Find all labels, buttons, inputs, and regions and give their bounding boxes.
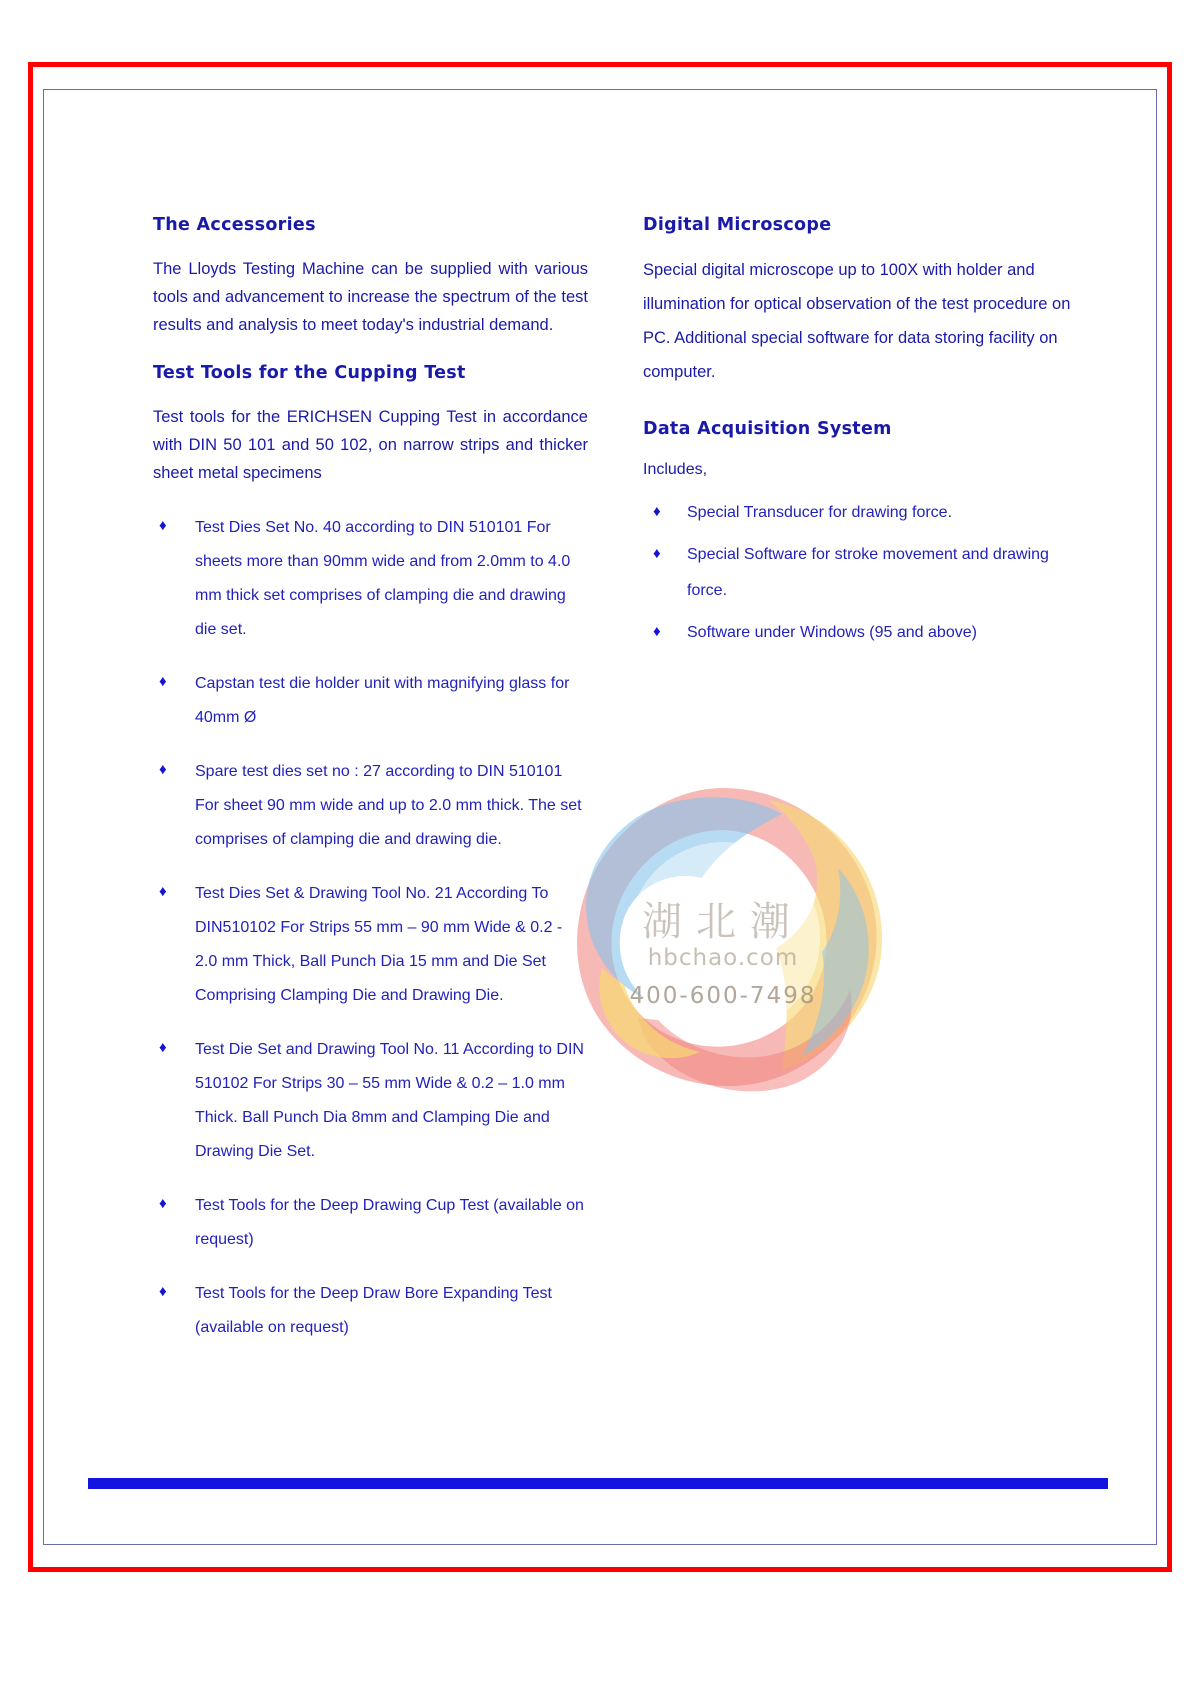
diamond-bullet-icon: ♦ (159, 1195, 167, 1212)
diamond-bullet-icon: ♦ (159, 673, 167, 690)
list-item (643, 495, 1073, 531)
list-item-label: Test Die Set and Drawing Tool No. 11 According to DIN 510102 For Strips 30 – 55 mm Wide & 0.2 – 1.0 mm Thick. Ball Punch Dia 8mm and Clamping Die and Drawing Die Set. (195, 1041, 584, 1160)
paragraph-digital-microscope: Special digital microscope up to 100X with holder and illumination for optical observation of the test procedure on PC. Additional special software for data storing facility on computer. (643, 261, 1071, 381)
list-item-label: Test Dies Set No. 40 according to DIN 510101 For sheets more than 90mm wide and from 2.0mm to 4.0 mm thick set comprises of clamping die and drawing die set. (195, 519, 571, 638)
diamond-bullet-icon: ♦ (653, 623, 661, 640)
diamond-bullet-icon: ♦ (159, 1283, 167, 1300)
page-border (28, 62, 1172, 1572)
list-item-label: Special Transducer for drawing force. (687, 504, 953, 521)
list-item-label: Special Software for stroke movement and drawing force. (687, 546, 1049, 599)
watermark-phone-text: 400-600-7498 (629, 983, 817, 1009)
list-item (153, 1189, 588, 1257)
list-item (153, 1277, 588, 1345)
list-item (153, 755, 588, 857)
list-item-label: Test Dies Set & Drawing Tool No. 21 According To DIN510102 For Strips 55 mm – 90 mm Wide & 0.2 - 2.0 mm Thick, Ball Punch Dia 15 mm and Die Set Comprising Clamping Die and Drawing Die. (195, 885, 563, 1004)
watermark (538, 770, 908, 1100)
diamond-bullet-icon: ♦ (653, 503, 661, 520)
data-acquisition-bullet-list (643, 495, 1073, 651)
section-title-cupping-test: Test Tools for the Cupping Test (153, 363, 466, 383)
watermark-domain-text: hbchao.com (647, 945, 799, 971)
section-title-data-acquisition: Data Acquisition System (643, 419, 892, 439)
list-item-label: Test Tools for the Deep Drawing Cup Test (available on request) (195, 1197, 584, 1248)
diamond-bullet-icon: ♦ (159, 1039, 167, 1056)
paragraph-includes: Includes, (643, 461, 708, 478)
list-item (153, 511, 588, 647)
diamond-bullet-icon: ♦ (159, 517, 167, 534)
cupping-test-bullet-list (153, 511, 588, 1345)
paragraph-cupping-test: Test tools for the ERICHSEN Cupping Test in accordance with DIN 50 101 and 50 102, on narrow strips and thicker sheet metal specimens (153, 408, 588, 482)
list-item (643, 615, 1073, 651)
watermark-chinese-text: 湖北潮 (642, 899, 804, 945)
paint-splash-graphic (538, 770, 908, 1100)
list-item-label: Capstan test die holder unit with magnifying glass for 40mm Ø (195, 675, 570, 726)
list-item (153, 667, 588, 735)
document-content (153, 215, 1073, 1445)
right-column (643, 215, 1073, 657)
list-item-label: Test Tools for the Deep Draw Bore Expanding Test (available on request) (195, 1285, 552, 1336)
list-item-label: Spare test dies set no : 27 according to DIN 510101 For sheet 90 mm wide and up to 2.0 mm thick. The set comprises of clamping die and drawing die. (195, 763, 582, 848)
list-item (153, 1033, 588, 1169)
diamond-bullet-icon: ♦ (653, 545, 661, 562)
list-item (643, 537, 1073, 609)
section-title-digital-microscope: Digital Microscope (643, 215, 832, 235)
left-column (153, 215, 588, 1365)
bottom-accent-bar (88, 1478, 1108, 1489)
list-item-label: Software under Windows (95 and above) (687, 624, 977, 641)
paragraph-accessories: The Lloyds Testing Machine can be supplied with various tools and advancement to increase the spectrum of the test results and analysis to meet today's industrial demand. (153, 260, 588, 334)
section-title-accessories: The Accessories (153, 215, 316, 235)
list-item (153, 877, 588, 1013)
diamond-bullet-icon: ♦ (159, 761, 167, 778)
diamond-bullet-icon: ♦ (159, 883, 167, 900)
